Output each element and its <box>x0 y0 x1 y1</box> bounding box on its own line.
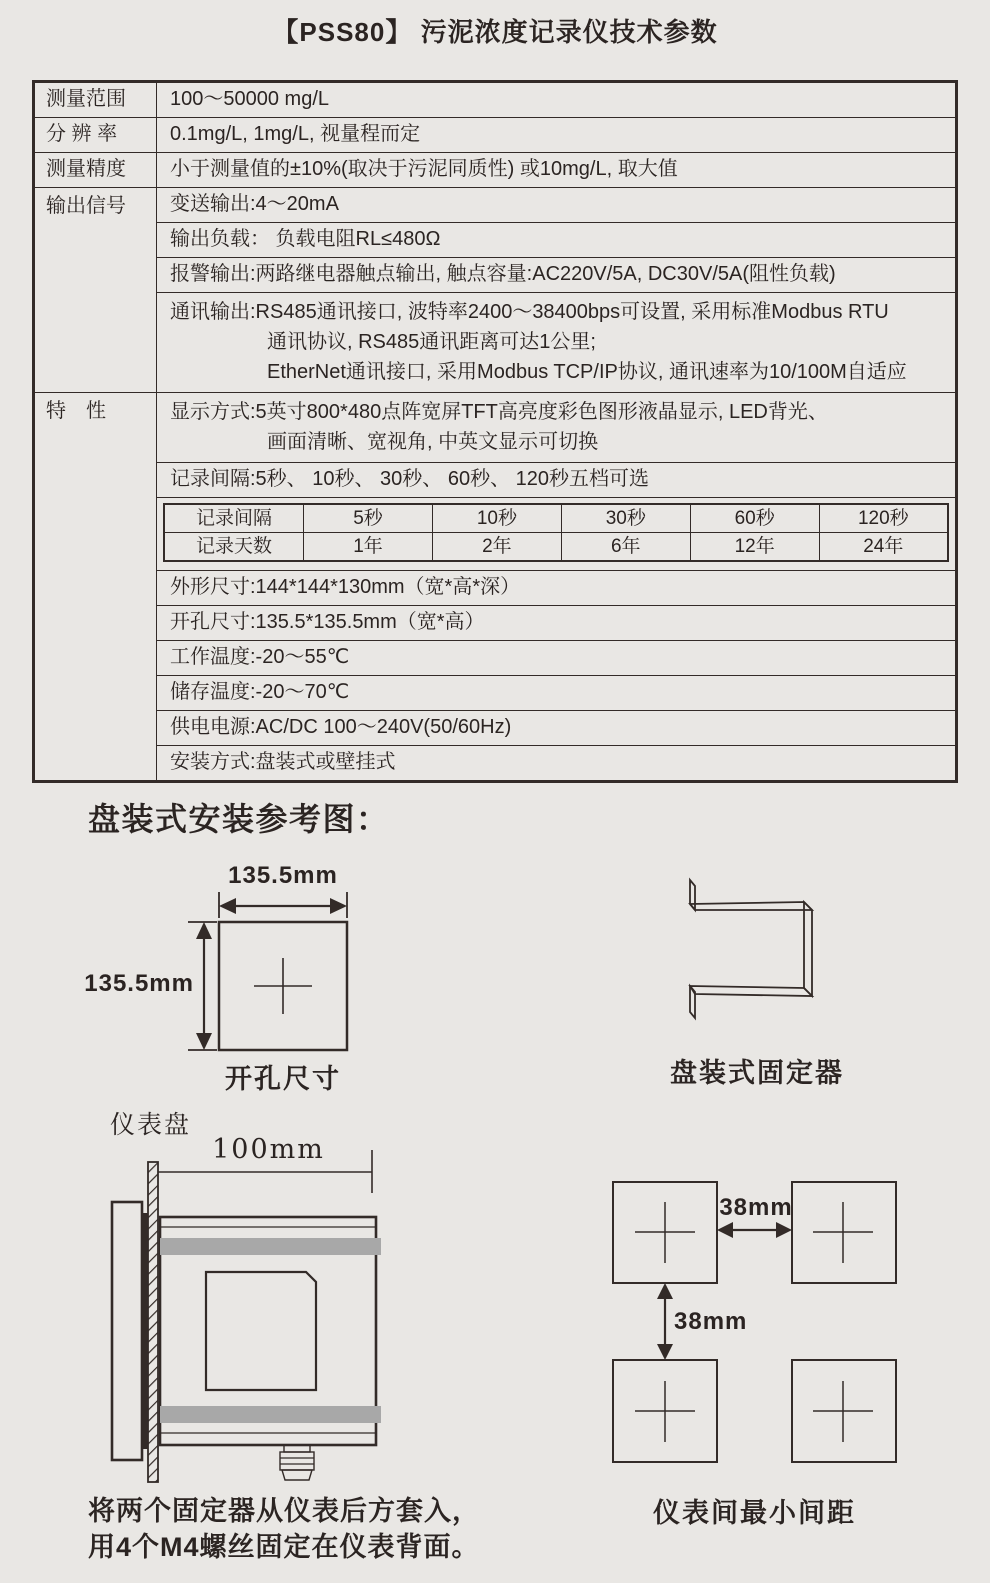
spec-row-value-comm <box>157 293 957 393</box>
spec-row-value: 100～50000 mg/L <box>157 82 957 118</box>
mounting-note-line: 用4个M4螺丝固定在仪表背面。 <box>88 1532 480 1562</box>
record-header-cell: 30秒 <box>561 504 690 533</box>
record-table-days-row <box>164 533 948 562</box>
record-days-cell: 6年 <box>561 533 690 562</box>
spec-row-value: 0.1mg/L, 1mg/L, 视量程而定 <box>157 118 957 153</box>
spec-row <box>34 153 957 188</box>
spec-row <box>34 746 957 782</box>
mounting-note-line: 将两个固定器从仪表后方套入， <box>88 1496 480 1526</box>
comm-line: 通讯协议, RS485通讯距离可达1公里; <box>267 331 596 353</box>
cutout-width-label: 135.5mm <box>228 862 338 889</box>
fixer-spine <box>804 902 812 996</box>
spec-row-value: 工作温度:-20～55℃ <box>157 641 957 676</box>
install-section-heading: 盘装式安装参考图： <box>88 801 390 837</box>
mounting-note <box>88 1493 480 1565</box>
gland-body <box>280 1452 314 1470</box>
record-days-cell: 1年 <box>304 533 433 562</box>
cutout-caption: 开孔尺寸 <box>225 1064 341 1094</box>
spec-row <box>34 641 957 676</box>
spec-row <box>34 82 957 118</box>
spec-row-value: 外形尺寸:144*144*130mm（宽*高*深） <box>157 571 957 606</box>
spec-row <box>34 258 957 293</box>
spec-row <box>34 223 957 258</box>
center-crosses <box>635 1202 873 1442</box>
spec-group-label-feature: 特 性 <box>34 393 157 782</box>
spec-row <box>34 711 957 746</box>
fixer-top-arm <box>690 902 812 910</box>
inner-module <box>206 1272 316 1390</box>
spec-row <box>34 393 957 463</box>
page-title: 【PSS80】 污泥浓度记录仪技术参数 <box>272 17 718 47</box>
spec-row-value: 开孔尺寸:135.5*135.5mm（宽*高） <box>157 606 957 641</box>
bezel-rect <box>112 1202 142 1460</box>
spec-row-label: 测量范围 <box>34 82 157 118</box>
record-header-cell: 10秒 <box>432 504 561 533</box>
cutout-height-label: 135.5mm <box>84 970 194 997</box>
record-days-cell: 24年 <box>819 533 948 562</box>
spec-row-value: 小于测量值的±10%(取决于污泥同质性) 或10mg/L, 取大值 <box>157 153 957 188</box>
record-days-cell: 记录天数 <box>164 533 304 562</box>
spec-row <box>34 293 957 393</box>
v-gap-label: 38mm <box>674 1308 748 1335</box>
spec-row-value: 报警输出:两路继电器触点输出, 触点容量:AC220V/5A, DC30V/5A(阻性负载) <box>157 258 957 293</box>
record-header-cell: 记录间隔 <box>164 504 304 533</box>
display-line: 画面清晰、宽视角, 中英文显示可切换 <box>267 431 599 453</box>
spec-row-value-display <box>157 393 957 463</box>
spec-row-value: 供电电源:AC/DC 100～240V(50/60Hz) <box>157 711 957 746</box>
spec-row <box>34 571 957 606</box>
spec-row <box>34 188 957 223</box>
spec-row-value: 安装方式:盘装式或壁挂式 <box>157 746 957 782</box>
spec-row <box>34 498 957 571</box>
fixer-bottom-arm <box>690 986 812 996</box>
h-gap-label: 38mm <box>719 1194 793 1221</box>
depth-label: 100mm <box>212 1134 325 1165</box>
spec-row-value: 储存温度:-20～70℃ <box>157 676 957 711</box>
spec-table <box>32 80 958 783</box>
spec-row-value: 变送输出:4～20mA <box>157 188 957 223</box>
spec-row-label: 测量精度 <box>34 153 157 188</box>
record-table <box>163 503 949 562</box>
panel-hatch-bar <box>148 1162 158 1482</box>
spec-row <box>34 606 957 641</box>
comm-line: EtherNet通讯接口, 采用Modbus TCP/IP协议, 通讯速率为10/100M自适应 <box>267 361 907 383</box>
record-days-cell: 2年 <box>432 533 561 562</box>
spec-row <box>34 118 957 153</box>
gland-cap <box>282 1470 312 1480</box>
comm-line: 通讯输出:RS485通讯接口, 波特率2400～38400bps可设置, 采用标准Modbus RTU <box>170 301 889 323</box>
record-table-cell <box>157 498 957 571</box>
spec-row-label: 分 辨 率 <box>34 118 157 153</box>
record-header-cell: 60秒 <box>690 504 819 533</box>
panel-label: 仪表盘 <box>110 1110 192 1139</box>
fixer-caption: 盘装式固定器 <box>670 1058 844 1088</box>
spec-row-value: 记录间隔:5秒、 10秒、 30秒、 60秒、 120秒五档可选 <box>157 463 957 498</box>
fixer-bar-bottom <box>160 1406 381 1423</box>
fixer-bar-top <box>160 1238 381 1255</box>
spacing-caption: 仪表间最小间距 <box>653 1498 856 1528</box>
spec-row <box>34 676 957 711</box>
spec-row-value: 输出负载： 负载电阻RL≤480Ω <box>157 223 957 258</box>
display-line: 显示方式:5英寸800*480点阵宽屏TFT高亮度彩色图形液晶显示, LED背光、 <box>170 401 828 423</box>
spec-row <box>34 463 957 498</box>
record-header-cell: 5秒 <box>304 504 433 533</box>
record-days-cell: 12年 <box>690 533 819 562</box>
record-header-cell: 120秒 <box>819 504 948 533</box>
record-table-header-row <box>164 504 948 533</box>
spec-group-label-output: 输出信号 <box>34 188 157 393</box>
